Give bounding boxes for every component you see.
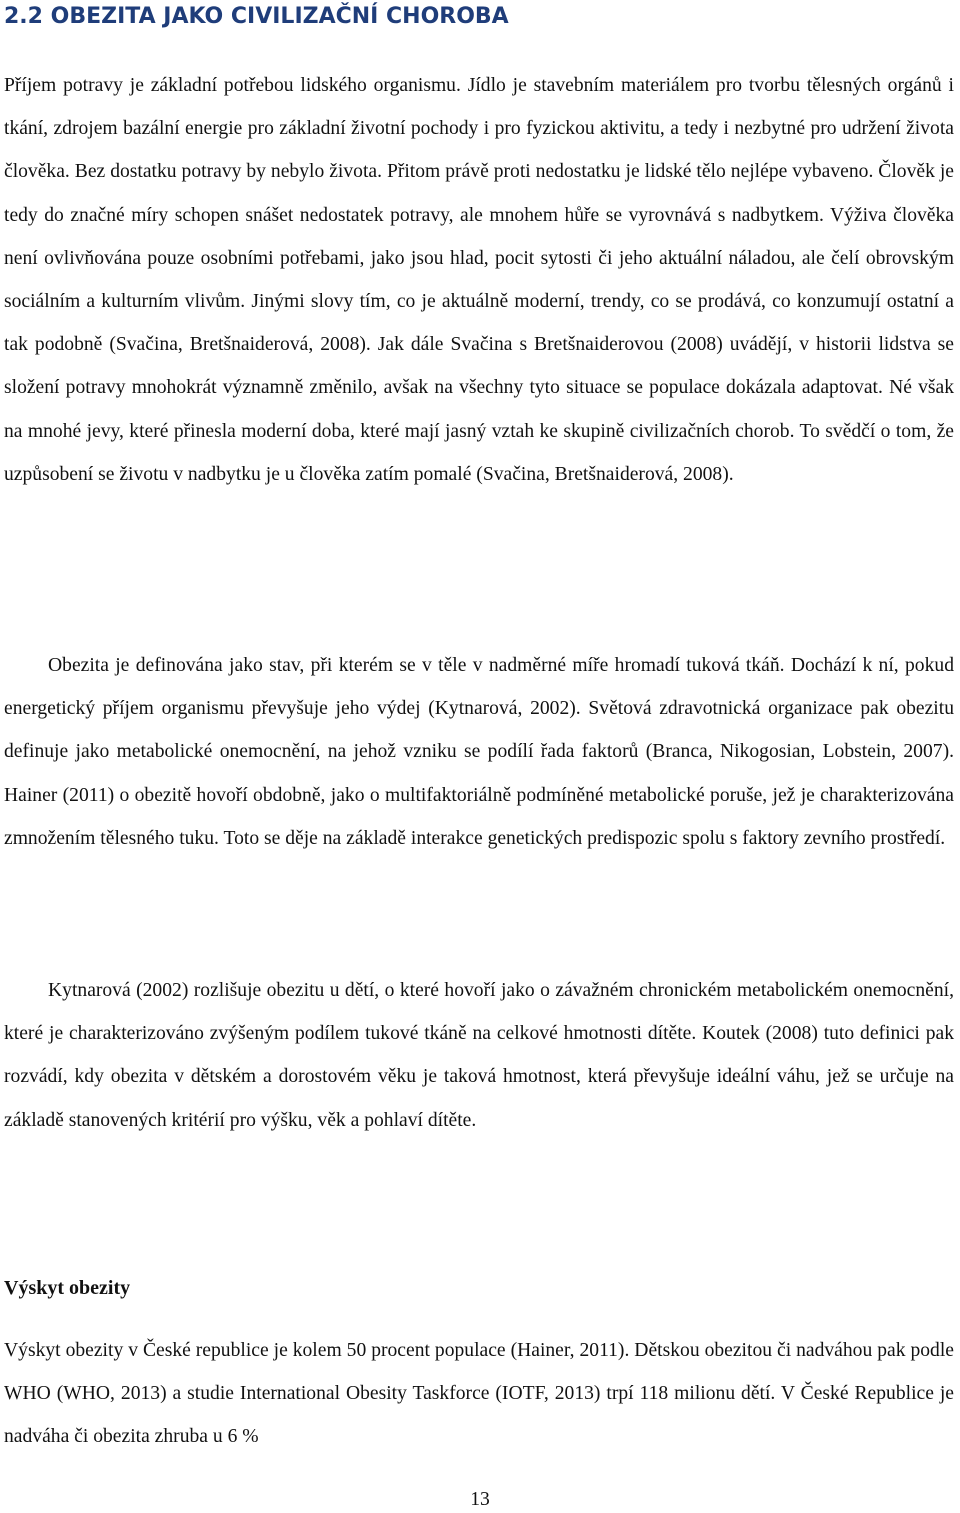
- page-number: 13: [470, 1489, 490, 1510]
- subheading-prevalence: Výskyt obezity: [4, 1277, 131, 1299]
- section-heading: 2.2 OBEZITA JAKO CIVILIZAČNÍ CHOROBA: [4, 4, 509, 29]
- paragraph-prevalence: Výskyt obezity v České republice je kolem 50 procent populace (Hainer, 2011). Dětskou obezitou či nadváhou pak podle WHO (WHO, 2013) a studie International Obesity Taskforce (IOTF, 2013) trpí 118 milionu dětí. V České Republice je nadváha či obezita zhruba u 6 %: [4, 1340, 954, 1448]
- paragraph-childhood-obesity: Kytnarová (2002) rozlišuje obezitu u dětí, o které hovoří jako o závažném chronickém metabolickém onemocnění, které je charakterizováno zvýšeným podílem tukové tkáně na celkové hmotnosti dítěte. Koutek (2008) tuto definici pak rozvádí, kdy obezita v dětském a dorostovém věku je taková hmotnost, která převyšuje ideální váhu, jež se určuje na základě stanovených kritérií pro výšku, věk a pohlaví dítěte.: [4, 980, 954, 1131]
- paragraph-obesity-definition: Obezita je definována jako stav, při kterém se v těle v nadměrné míře hromadí tuková tkáň. Dochází k ní, pokud energetický příjem organismu převyšuje jeho výdej (Kytnarová, 2002). Světová zdravotnická organizace pak obezitu definuje jako metabolické onemocnění, na jehož vzniku se podílí řada faktorů (Branca, Nikogosian, Lobstein, 2007). Hainer (2011) o obezitě hovoří obdobně, jako o multifaktoriálně podmíněné metabolické poruše, jež je charakterizována zmnožením tělesného tuku. Toto se děje na základě interakce genetických predispozic spolu s faktory zevního prostředí.: [4, 655, 954, 849]
- paragraph-nutrition: Příjem potravy je základní potřebou lidského organismu. Jídlo je stavebním materiálem pro tvorbu tělesných orgánů i tkání, zdrojem bazální energie pro základní životní pochody i pro fyzickou aktivitu, a tedy i nezbytné pro udržení života člověka. Bez dostatku potravy by nebylo života. Přitom právě proti nedostatku je lidské tělo nejlépe vybaveno. Člověk je tedy do značné míry schopen snášet nedostatek potravy, ale mnohem hůře se vyrovnává s nadbytkem. Výživa člověka není ovlivňována pouze osobními potřebami, jako jsou hlad, pocit sytosti či jeho aktuální náladou, ale čelí obrovským sociálním a kulturním vlivům. Jinými slovy tím, co je aktuálně moderní, trendy, co se prodává, co konzumují ostatní a tak podobně (Svačina, Bretšnaiderová, 2008). Jak dále Svačina s Bretšnaiderovou (2008) uvádějí, v historii lidstva se složení potravy mnohokrát významně změnilo, avšak na všechny tyto situace se populace dokázala adaptovat. Né však na mnohé jevy, které přinesla moderní doba, které mají jasný vztah ke skupině civilizačních chorob. To svědčí o tom, že uzpůsobení se životu v nadbytku je u člověka zatím pomalé (Svačina, Bretšnaiderová, 2008).: [4, 75, 954, 485]
